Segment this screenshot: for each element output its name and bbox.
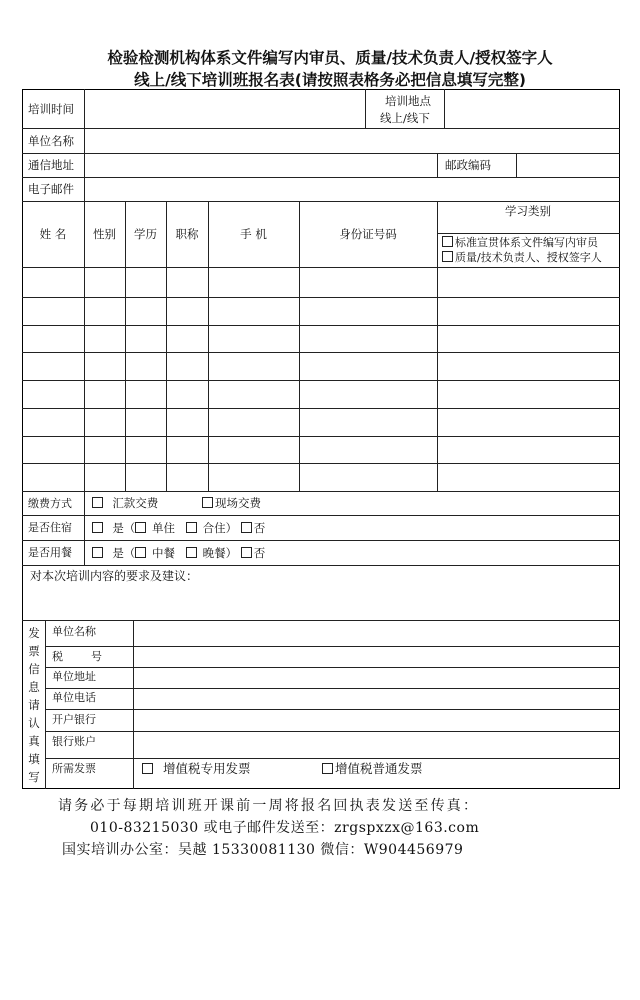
checkbox-icon bbox=[241, 547, 252, 558]
invoice-tax-number-label: 税 号 bbox=[52, 650, 102, 663]
row-line bbox=[22, 325, 620, 326]
invoice-option-special[interactable] bbox=[142, 762, 250, 776]
invoice-option-special-label: 增值税专用发票 bbox=[162, 761, 251, 776]
row-line bbox=[22, 515, 620, 516]
invoice-phone-label: 单位电话 bbox=[52, 691, 96, 704]
col-header-study-type: 学习类别 bbox=[505, 204, 551, 218]
col-line bbox=[516, 153, 517, 178]
table-border-bottom bbox=[22, 788, 620, 789]
row-line bbox=[437, 233, 620, 234]
postcode-label: 邮政编码 bbox=[445, 158, 491, 172]
meal-lunch-label: 中餐 bbox=[151, 546, 175, 560]
row-line bbox=[22, 436, 620, 437]
checkbox-icon bbox=[442, 251, 453, 262]
email-label: 电子邮件 bbox=[28, 182, 74, 196]
row-line bbox=[22, 463, 620, 464]
col-header-title: 职称 bbox=[175, 227, 199, 241]
lodging-shared-label: 合住） bbox=[202, 521, 238, 535]
unit-name-label: 单位名称 bbox=[28, 134, 74, 148]
row-line bbox=[45, 667, 620, 668]
row-line bbox=[22, 201, 620, 202]
footer-line-3: 国实培训办公室：吴越 15330081130 微信：W904456979 bbox=[62, 842, 464, 858]
meal-label: 是否用餐 bbox=[28, 546, 72, 559]
row-line bbox=[22, 380, 620, 381]
row-line bbox=[45, 688, 620, 689]
row-line bbox=[45, 709, 620, 710]
training-place-label: 培训地点 bbox=[385, 94, 431, 108]
invoice-bank-label: 开户银行 bbox=[52, 713, 96, 726]
col-line bbox=[45, 620, 46, 789]
invoice-type-label: 所需发票 bbox=[52, 762, 96, 775]
row-line bbox=[22, 267, 620, 268]
checkbox-icon bbox=[135, 547, 146, 558]
invoice-unit-name-label: 单位名称 bbox=[52, 625, 96, 638]
row-line bbox=[22, 177, 620, 178]
lodging-no-label: 否 bbox=[253, 521, 266, 535]
lodging-single-label: 单住 bbox=[151, 521, 175, 535]
col-header-gender: 性别 bbox=[93, 227, 116, 241]
col-line bbox=[84, 201, 85, 492]
form-title-line1: 检验检测机构体系文件编写内审员、质量/技术负责人/授权签字人 bbox=[107, 49, 553, 67]
payment-label: 缴费方式 bbox=[28, 497, 72, 510]
training-time-label: 培训时间 bbox=[28, 102, 74, 116]
col-line bbox=[166, 201, 167, 492]
row-line bbox=[45, 758, 620, 759]
row-line bbox=[45, 646, 620, 647]
meal-dinner-label: 晚餐） bbox=[202, 546, 238, 560]
meal-options[interactable] bbox=[92, 546, 265, 560]
table-border-top bbox=[22, 89, 620, 90]
col-header-education: 学历 bbox=[134, 227, 157, 241]
col-header-name: 姓 名 bbox=[39, 227, 67, 241]
col-line bbox=[437, 201, 438, 492]
col-line bbox=[84, 491, 85, 566]
table-border-left bbox=[22, 89, 23, 789]
payment-option-transfer[interactable] bbox=[92, 496, 158, 510]
col-line bbox=[365, 89, 366, 129]
row-line bbox=[22, 408, 620, 409]
invoice-option-normal-label: 增值税普通发票 bbox=[335, 761, 423, 776]
checkbox-icon bbox=[186, 547, 197, 558]
study-option-2[interactable] bbox=[442, 251, 602, 265]
checkbox-icon bbox=[92, 497, 103, 508]
checkbox-icon bbox=[92, 522, 103, 533]
col-header-phone: 手 机 bbox=[240, 227, 267, 241]
checkbox-icon bbox=[202, 497, 213, 508]
lodging-options[interactable] bbox=[92, 521, 265, 535]
checkbox-icon bbox=[142, 763, 153, 774]
study-option-1[interactable] bbox=[442, 236, 598, 250]
meal-yes-label: 是（ bbox=[112, 546, 136, 560]
checkbox-icon bbox=[442, 236, 453, 247]
address-label: 通信地址 bbox=[28, 158, 74, 172]
form-title-line2: 线上/线下培训班报名表(请按照表格务必把信息填写完整) bbox=[134, 71, 526, 89]
col-line bbox=[133, 620, 134, 789]
checkbox-icon bbox=[92, 547, 103, 558]
col-line bbox=[208, 201, 209, 492]
col-line bbox=[299, 201, 300, 492]
invoice-option-normal[interactable] bbox=[322, 762, 423, 776]
checkbox-icon bbox=[322, 763, 333, 774]
lodging-label: 是否住宿 bbox=[28, 521, 72, 534]
row-line bbox=[22, 352, 620, 353]
payment-option-onsite[interactable] bbox=[202, 496, 261, 510]
row-line bbox=[45, 731, 620, 732]
row-line bbox=[22, 491, 620, 492]
invoice-address-label: 单位地址 bbox=[52, 670, 96, 683]
row-line bbox=[22, 128, 620, 129]
table-border-right bbox=[619, 89, 620, 789]
payment-option-transfer-label: 汇款交费 bbox=[112, 496, 159, 510]
row-line bbox=[22, 153, 620, 154]
col-line bbox=[444, 89, 445, 129]
footer-line-2: 010-83215030 或电子邮件发送至：zrgspxzx@163.com bbox=[90, 820, 480, 836]
row-line bbox=[22, 620, 620, 621]
checkbox-icon bbox=[186, 522, 197, 533]
study-option-2-label: 质量/技术负责人、授权签字人 bbox=[455, 251, 602, 264]
payment-option-onsite-label: 现场交费 bbox=[215, 496, 261, 510]
suggestion-label: 对本次培训内容的要求及建议： bbox=[30, 569, 199, 583]
col-line bbox=[437, 153, 438, 178]
checkbox-icon bbox=[135, 522, 146, 533]
row-line bbox=[22, 565, 620, 566]
col-line bbox=[125, 201, 126, 492]
invoice-account-label: 银行账户 bbox=[52, 735, 96, 748]
lodging-yes-label: 是（ bbox=[112, 521, 136, 535]
footer-line-1: 请务必于每期培训班开课前一周将报名回执表发送至传真： bbox=[58, 798, 480, 814]
col-header-id-number: 身份证号码 bbox=[339, 227, 397, 241]
checkbox-icon bbox=[241, 522, 252, 533]
invoice-side-label: 发票信息请认真填写 bbox=[28, 626, 40, 784]
meal-no-label: 否 bbox=[253, 546, 266, 560]
row-line bbox=[22, 540, 620, 541]
study-option-1-label: 标准宣贯体系文件编写内审员 bbox=[455, 236, 598, 249]
row-line bbox=[22, 297, 620, 298]
training-place-sublabel: 线上/线下 bbox=[380, 111, 430, 125]
col-line bbox=[84, 89, 85, 202]
